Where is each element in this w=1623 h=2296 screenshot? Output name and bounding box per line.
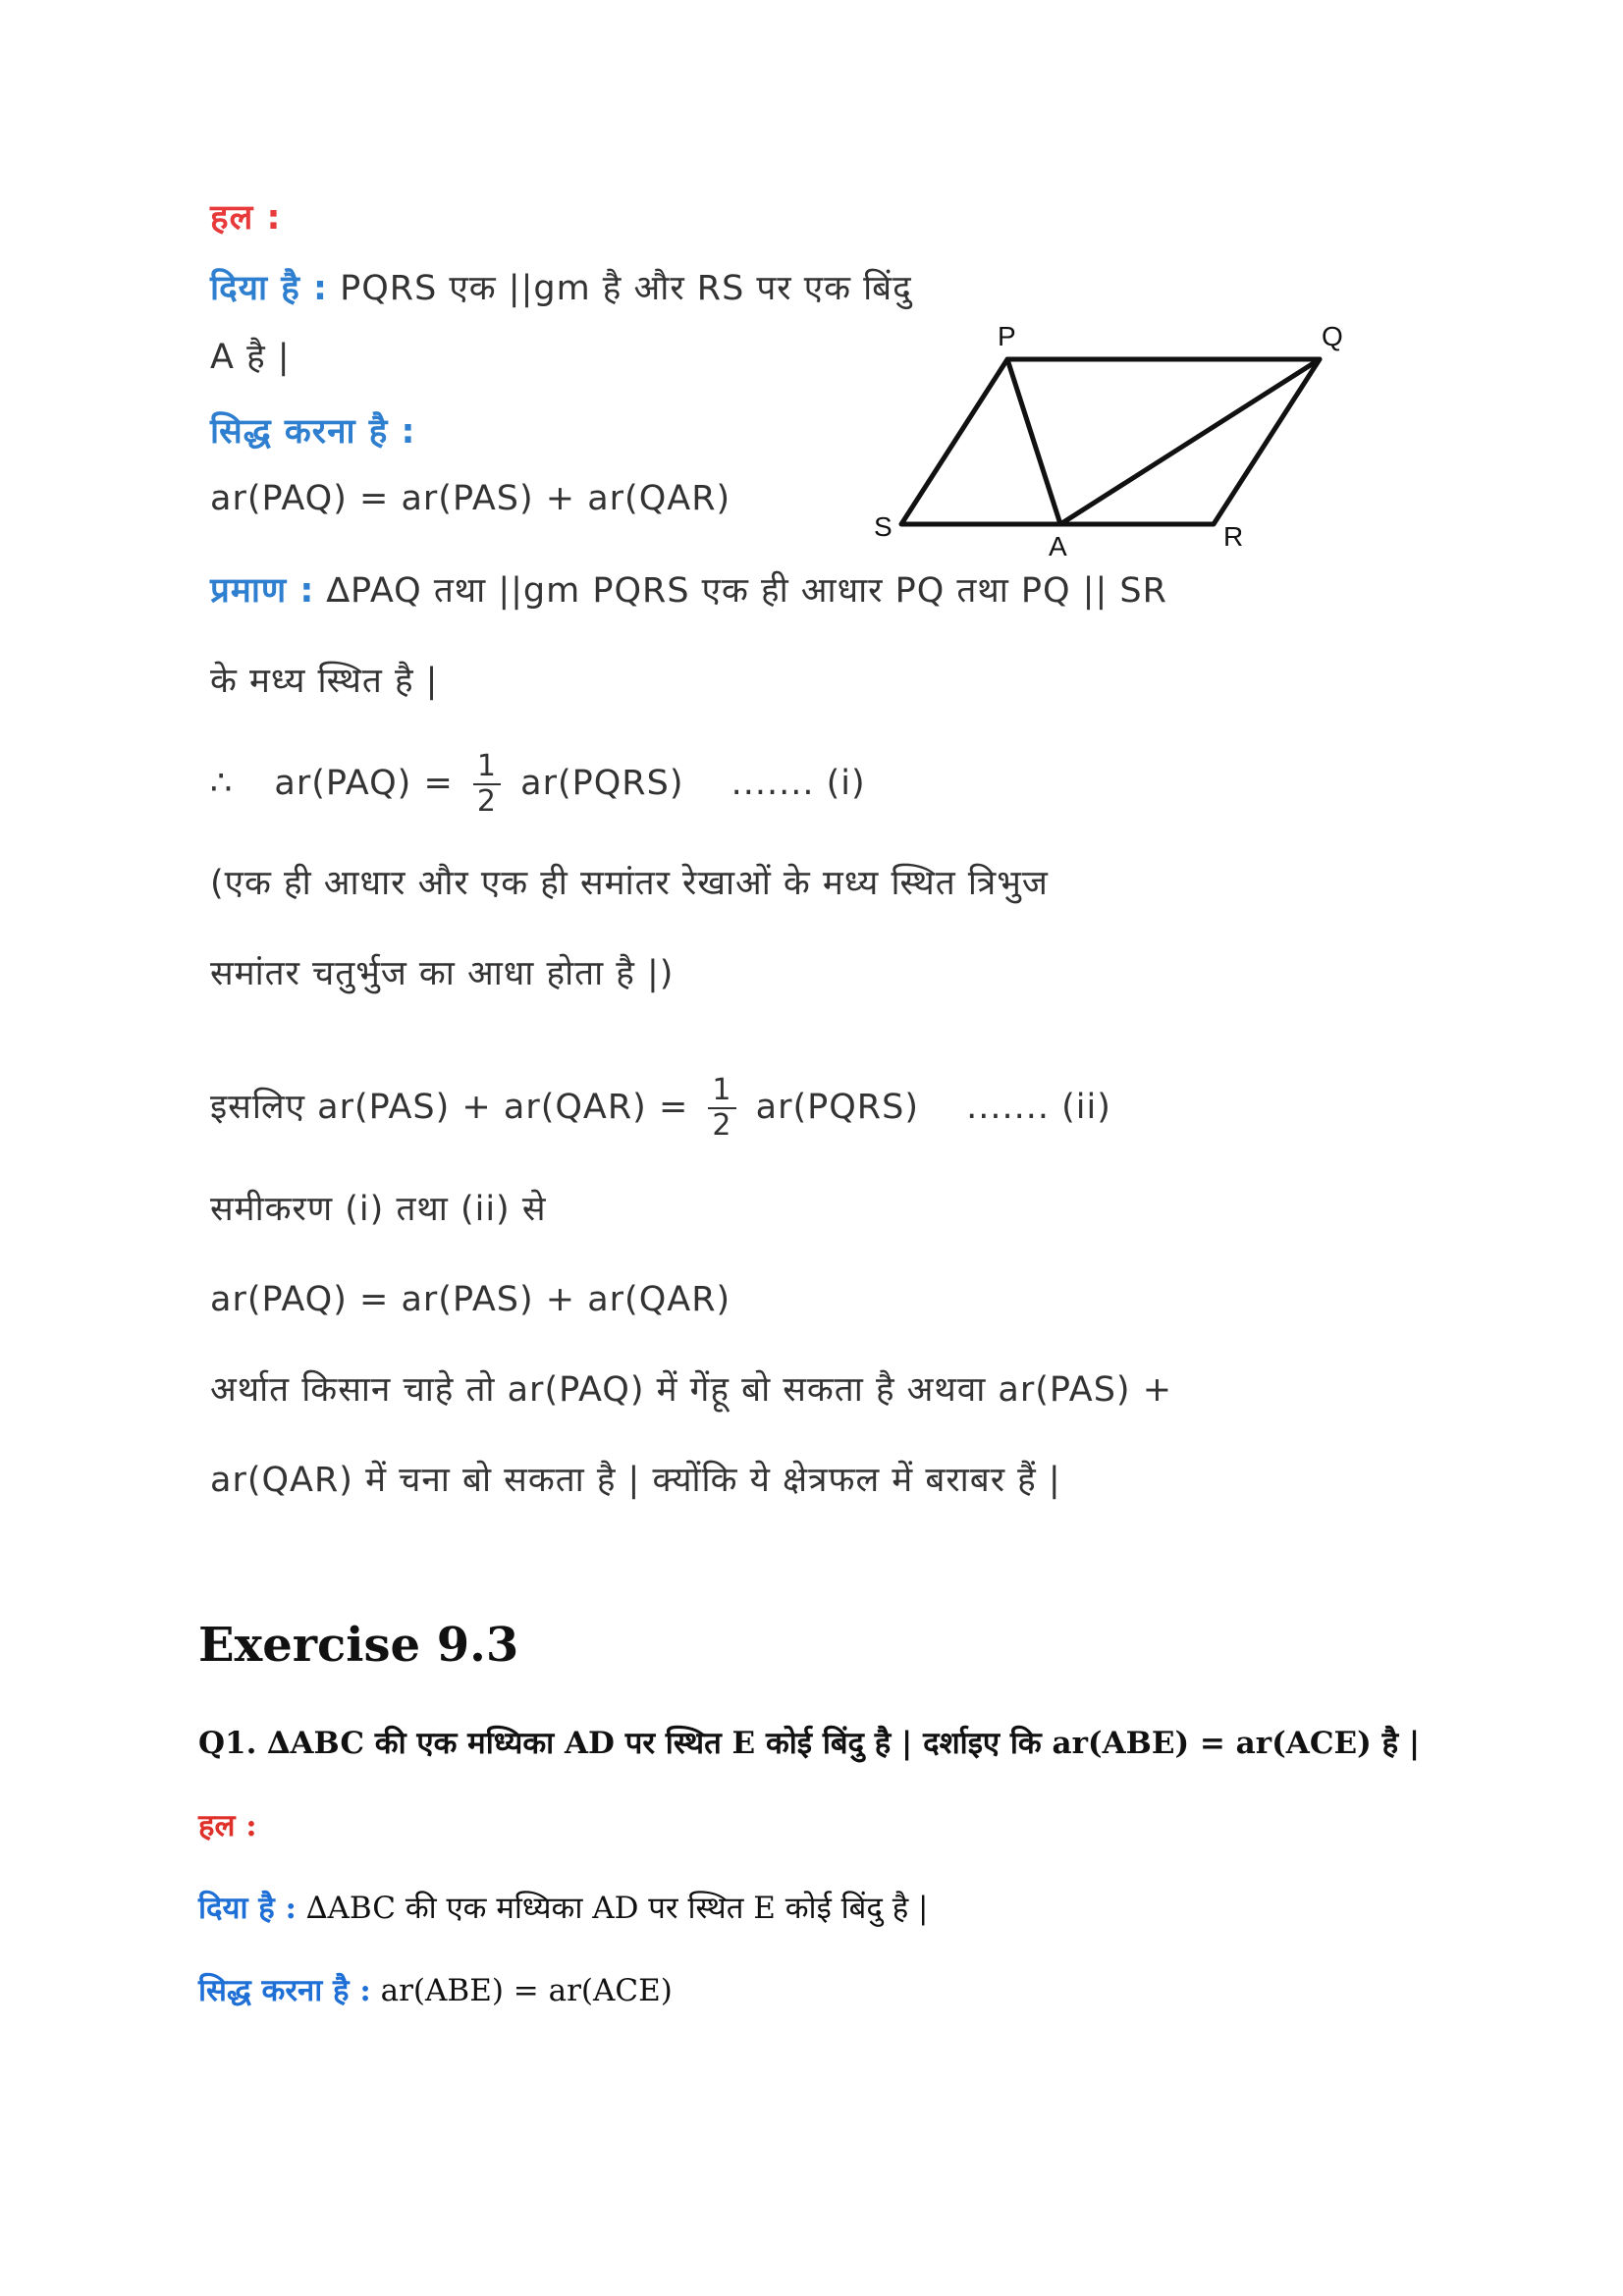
segment-pa xyxy=(1007,359,1060,524)
label-s: S xyxy=(874,511,893,542)
label-a: A xyxy=(1049,531,1067,561)
fraction-denominator: 2 xyxy=(712,1108,732,1143)
proof-text: ∆PAQ तथा ||gm PQRS एक ही आधार PQ तथा PQ || SR xyxy=(326,571,1167,611)
equation-2-lhs: इसलिए ar(PAS) + ar(QAR) = xyxy=(210,1088,689,1127)
conclusion-line-1: अर्थात किसान चाहे तो ar(PAQ) में गेंहू बो सकता है अथवा ar(PAS) + xyxy=(210,1370,1173,1410)
reason-line-2: समांतर चतुर्भुज का आधा होता है |) xyxy=(210,954,675,993)
given-text-continued: A है | xyxy=(210,338,291,377)
exercise-given-label: दिया है : xyxy=(198,1891,297,1926)
parallelogram-pqrs xyxy=(901,359,1320,524)
result-equation: ar(PAQ) = ar(PAS) + ar(QAR) xyxy=(210,1280,731,1319)
exercise-prove-label: सिद्ध करना है : xyxy=(198,1973,371,2008)
fraction-numerator: 1 xyxy=(473,750,501,785)
fraction-denominator: 2 xyxy=(476,784,497,819)
proof-label: प्रमाण : xyxy=(210,571,315,611)
equation-1 xyxy=(210,750,866,819)
label-r: R xyxy=(1223,521,1244,552)
exercise-prove-line xyxy=(198,1971,673,2010)
question-1: Q1. ∆ABC की एक मध्यिका AD पर स्थित E कोई बिंदु है | दर्शाइए कि ar(ABE) = ar(ACE) है | xyxy=(198,1726,1421,1761)
proof-text-continued: के मध्य स्थित है | xyxy=(210,662,439,701)
reason-line-1: (एक ही आधार और एक ही समांतर रेखाओं के मध्य स्थित त्रिभुज xyxy=(210,864,1049,903)
fraction-numerator: 1 xyxy=(708,1074,735,1109)
prove-label: सिद्ध करना है : xyxy=(210,412,416,452)
equation-2-ref: ....... (ii) xyxy=(966,1088,1111,1127)
exercise-given-line xyxy=(198,1889,928,1928)
equation-1-ref: ....... (i) xyxy=(730,764,866,803)
equation-1-lhs: ar(PAQ) = xyxy=(274,764,454,803)
conclusion-line-2: ar(QAR) में चना बो सकता है | क्योंकि ये क्षेत्रफल में बराबर हैं | xyxy=(210,1461,1061,1500)
therefore-symbol: ∴ xyxy=(210,764,234,803)
label-q: Q xyxy=(1322,321,1343,351)
label-p: P xyxy=(998,321,1016,351)
solution-heading: हल : xyxy=(210,198,282,238)
prove-statement: ar(PAQ) = ar(PAS) + ar(QAR) xyxy=(210,479,731,518)
fraction-half-1 xyxy=(473,750,501,819)
parallelogram-figure xyxy=(864,314,1375,569)
equation-1-rhs: ar(PQRS) xyxy=(520,764,684,803)
given-text: PQRS एक ||gm है और RS पर एक बिंदु xyxy=(340,269,912,308)
fraction-half-2 xyxy=(708,1074,735,1143)
proof-line xyxy=(210,569,1167,613)
exercise-solution-heading: हल : xyxy=(198,1808,257,1843)
exercise-prove-text: ar(ABE) = ar(ACE) xyxy=(380,1973,673,2008)
exercise-given-text: ∆ABC की एक मध्यिका AD पर स्थित E कोई बिंदु है | xyxy=(305,1891,929,1926)
equation-2-rhs: ar(PQRS) xyxy=(755,1088,919,1127)
exercise-title: Exercise 9.3 xyxy=(198,1618,519,1673)
given-line xyxy=(210,267,912,310)
from-equations: समीकरण (i) तथा (ii) से xyxy=(210,1190,547,1229)
segment-qa xyxy=(1060,359,1320,524)
given-label: दिया है : xyxy=(210,269,328,308)
equation-2 xyxy=(210,1074,1111,1143)
